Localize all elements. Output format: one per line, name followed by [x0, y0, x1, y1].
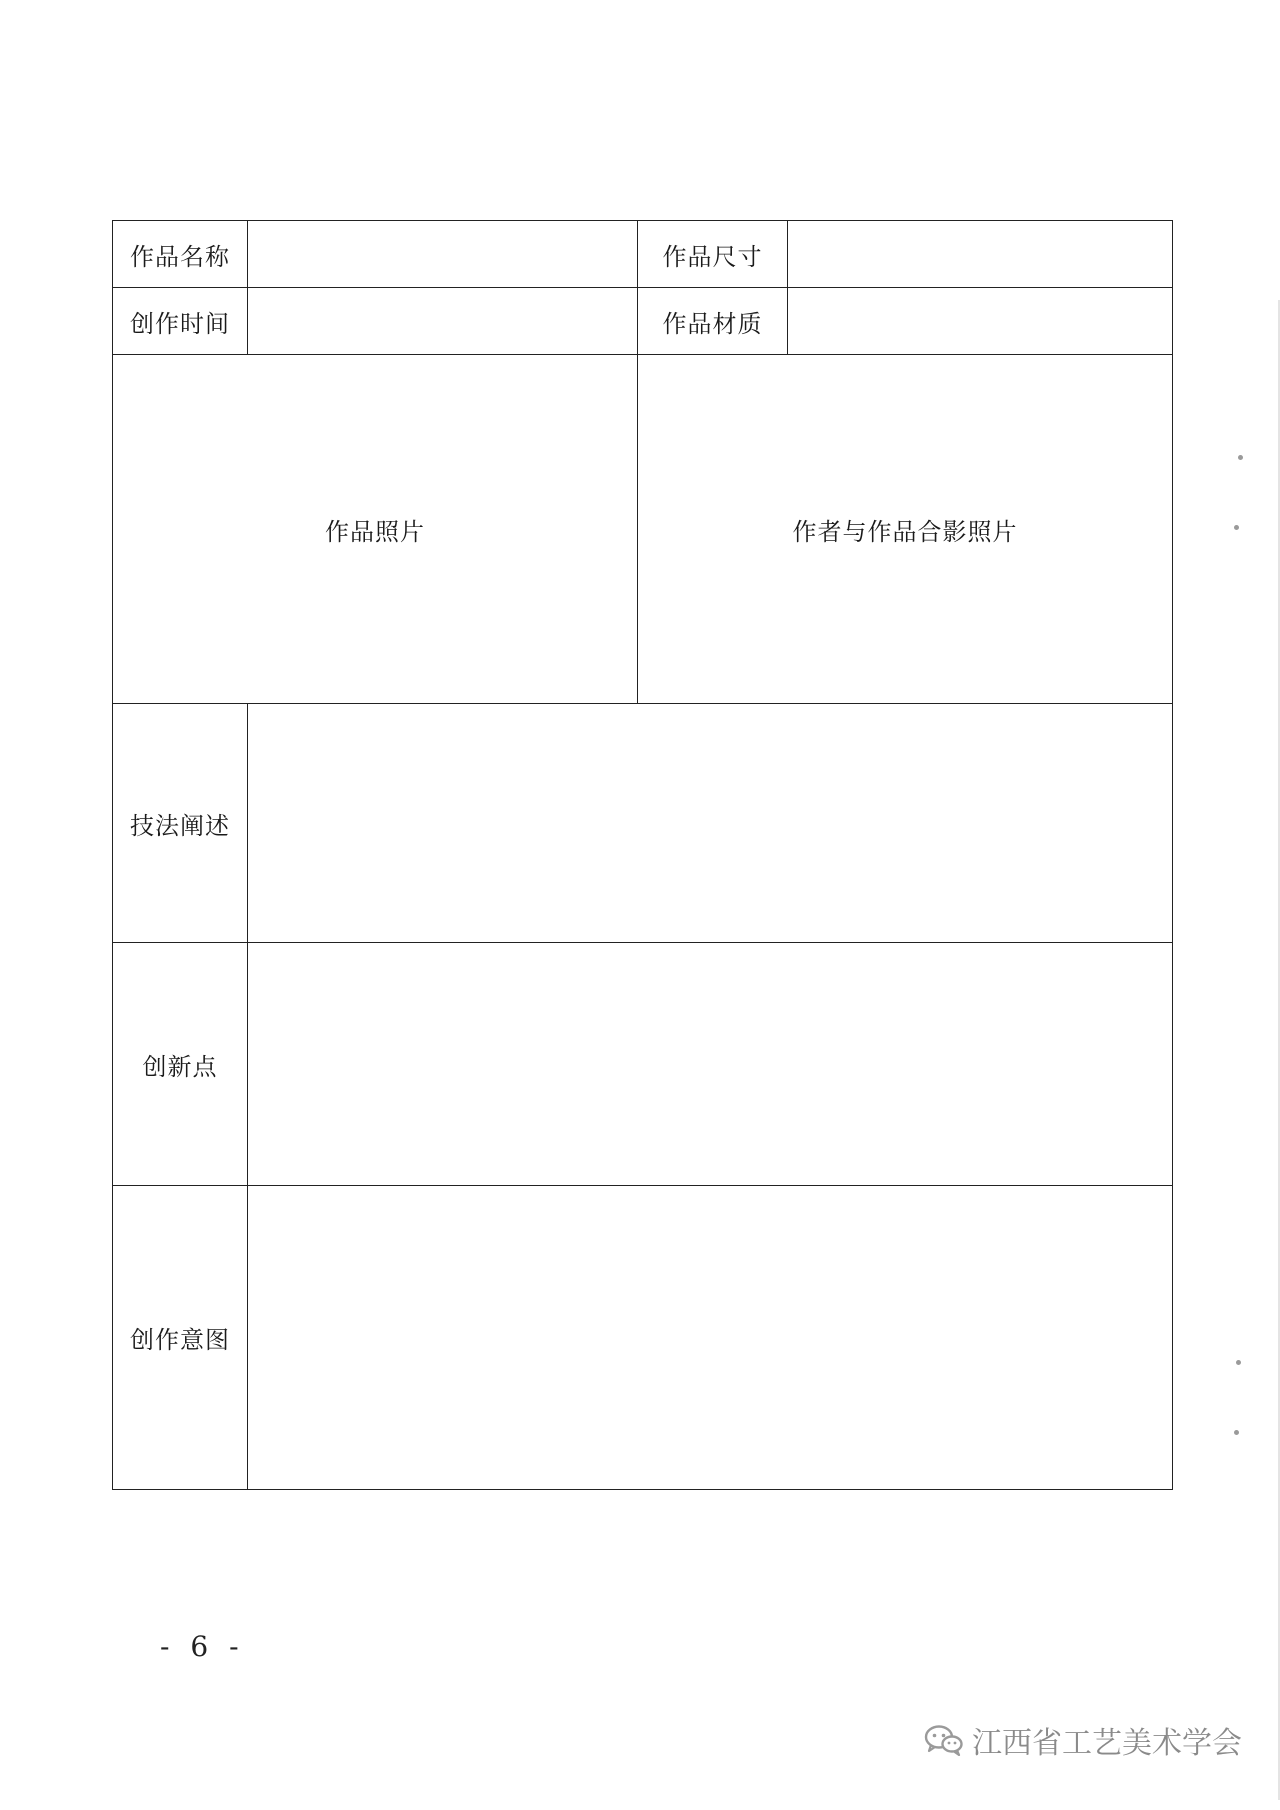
scan-speck: [1238, 455, 1243, 460]
form-row-time-material: [113, 288, 1173, 355]
work-size-field[interactable]: [788, 221, 1173, 288]
watermark: [924, 1718, 1242, 1762]
watermark-text: 江西省工艺美术学会: [972, 1726, 1242, 1761]
creative-intent-label: 创作意图: [113, 1186, 248, 1490]
scan-speck: [1236, 1360, 1241, 1365]
scan-speck: [1234, 1430, 1239, 1435]
work-material-field[interactable]: [788, 288, 1173, 355]
work-name-field[interactable]: [248, 221, 638, 288]
form-row-name-size: [113, 221, 1173, 288]
work-material-label: 作品材质: [638, 288, 788, 355]
technique-description-field[interactable]: [248, 704, 1173, 943]
page-number: - 6 -: [160, 1630, 245, 1663]
creative-intent-field[interactable]: [248, 1186, 1173, 1490]
entry-form-table: [112, 220, 1173, 1490]
author-with-work-photo-label: 作者与作品合影照片: [792, 517, 1018, 546]
author-with-work-photo-area[interactable]: [638, 355, 1173, 704]
work-name-label: 作品名称: [113, 221, 248, 288]
form-row-photos: [113, 355, 1173, 704]
form-row-technique: [113, 704, 1173, 943]
form-row-innovation: [113, 943, 1173, 1186]
form-row-intent: [113, 1186, 1173, 1490]
scan-speck: [1234, 525, 1239, 530]
innovation-field[interactable]: [248, 943, 1173, 1186]
creation-time-field[interactable]: [248, 288, 638, 355]
work-photo-label: 作品照片: [325, 517, 425, 546]
technique-description-label: 技法阐述: [113, 704, 248, 943]
innovation-label: 创新点: [113, 943, 248, 1186]
creation-time-label: 创作时间: [113, 288, 248, 355]
wechat-icon: [924, 1724, 964, 1756]
work-photo-area[interactable]: [113, 355, 638, 704]
work-size-label: 作品尺寸: [638, 221, 788, 288]
